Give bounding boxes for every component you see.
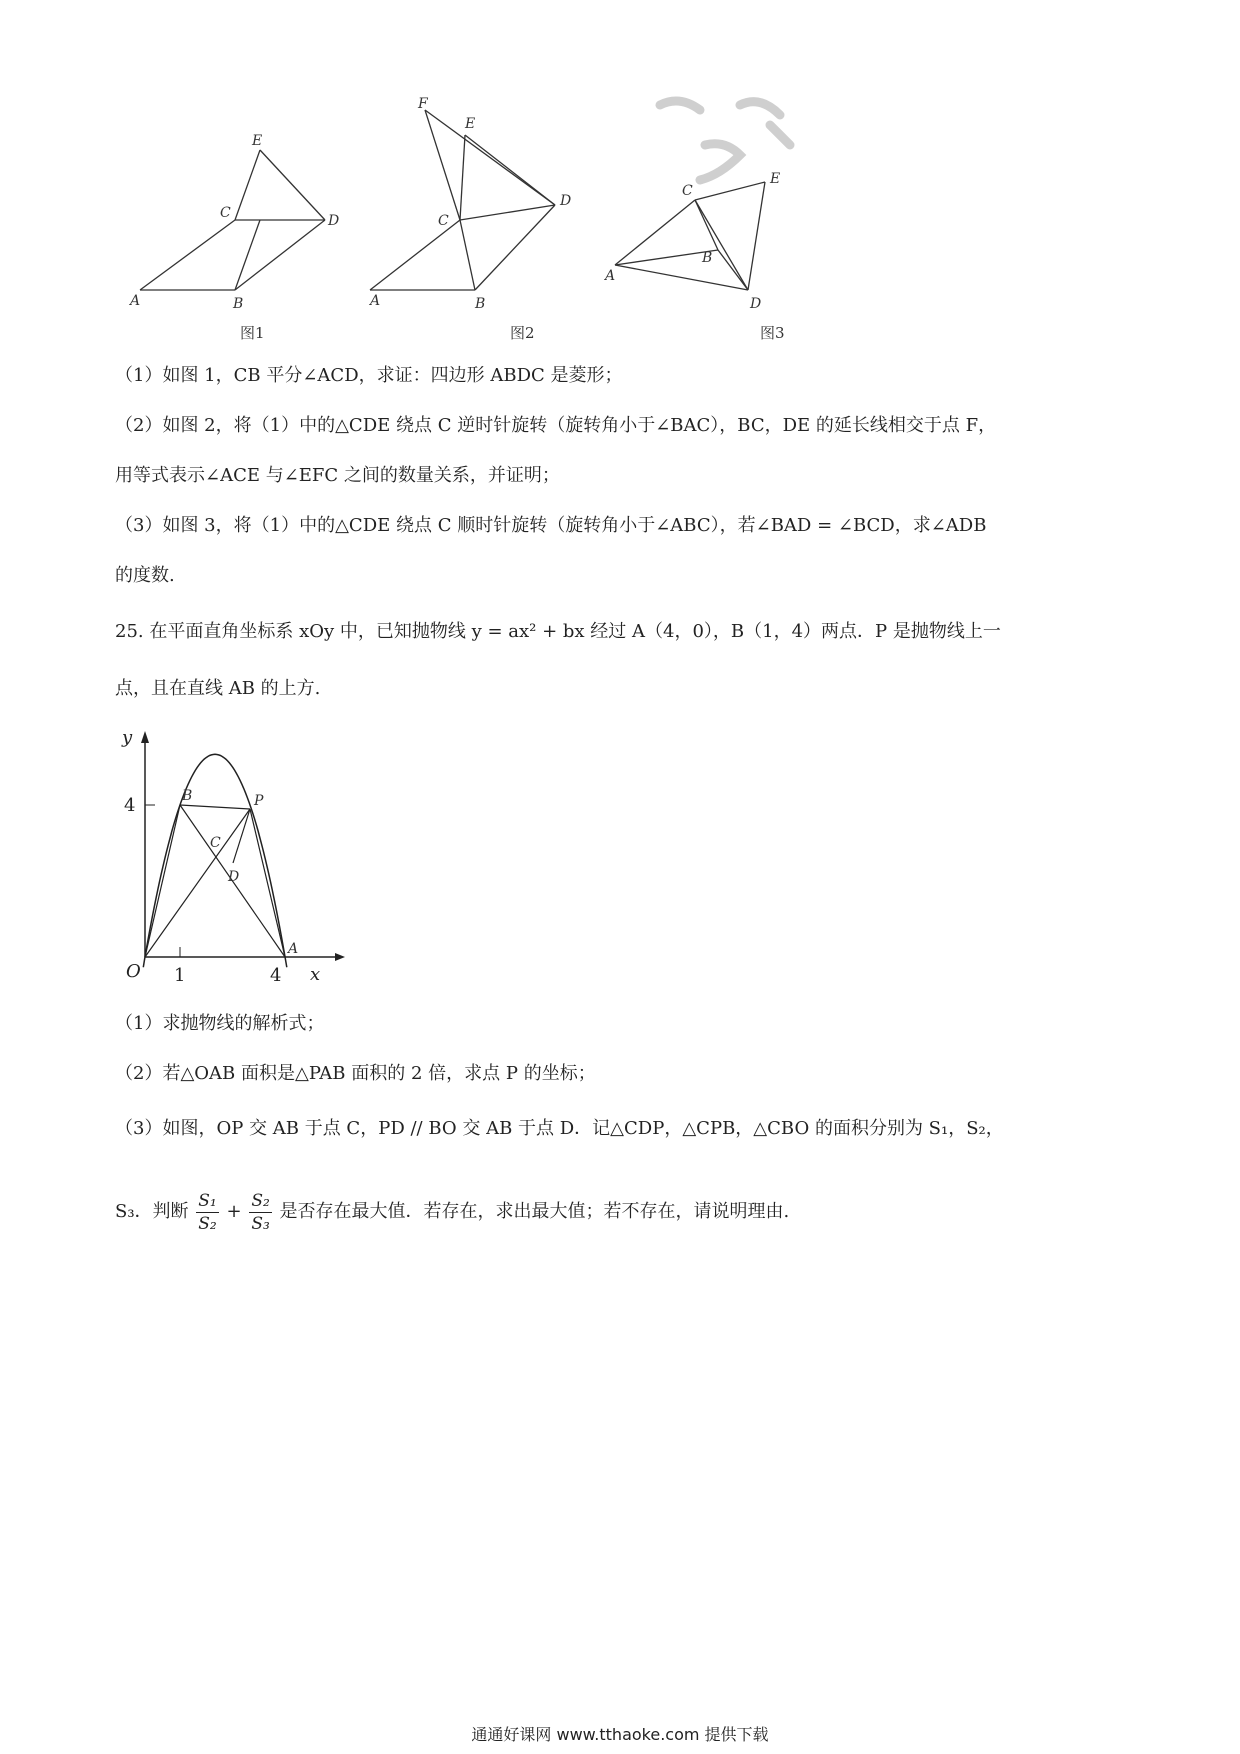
q25-part3-question: 是否存在最大值．若存在，求出最大值；若不存在，请说明理由. — [279, 1201, 790, 1222]
q25-part2: （2）若△OAB 面积是△PAB 面积的 2 倍，求点 P 的坐标； — [115, 1063, 596, 1084]
graph-point-C: C — [210, 835, 221, 851]
fig2-point-E: E — [465, 116, 476, 132]
q25-part3-cont — [115, 1182, 1135, 1242]
fig3-point-B: B — [702, 250, 713, 266]
figure-2 — [370, 110, 555, 290]
q24-part1: （1）如图 1，CB 平分∠ACD，求证：四边形 ABDC 是菱形； — [115, 365, 623, 386]
q24-part2: （2）如图 2，将（1）中的△CDE 绕点 C 逆时针旋转（旋转角小于∠BAC），BC，DE 的延长线相交于点 F， — [115, 415, 997, 436]
fig3-point-C: C — [682, 183, 693, 199]
graph-point-P: P — [254, 793, 264, 809]
fig2-point-F: F — [418, 96, 428, 112]
q25-part1: （1）求抛物线的解析式； — [115, 1013, 325, 1034]
fig1-point-C: C — [220, 205, 231, 221]
fig2-point-A: A — [370, 293, 381, 309]
fig1-caption: 图1 — [240, 324, 265, 342]
parabola-graph — [110, 725, 350, 995]
fig2-point-D: D — [560, 193, 572, 209]
graph-y-axis-label: y — [122, 727, 133, 748]
graph-x-tick-1: 1 — [174, 965, 186, 986]
q24-part2-cont: 用等式表示∠ACE 与∠EFC 之间的数量关系，并证明； — [115, 465, 560, 486]
figure-1 — [140, 150, 325, 290]
fig1-point-E: E — [252, 133, 263, 149]
q25-stem: 25. 在平面直角坐标系 xOy 中，已知抛物线 y = ax² + bx 经过 A（4，0），B（1，4）两点．P 是抛物线上一 — [115, 621, 1001, 642]
graph-point-D: D — [228, 869, 240, 885]
fig3-point-E: E — [770, 171, 781, 187]
graph-point-B: B — [182, 788, 193, 804]
graph-x-axis-label: x — [310, 964, 321, 985]
q25-part3-s3: S₃．判断 — [115, 1201, 189, 1222]
fig1-point-B: B — [233, 296, 244, 312]
graph-origin-label: O — [126, 961, 141, 982]
fig1-point-A: A — [130, 293, 141, 309]
fraction-s2-s3: $\frac{\text{S₂}}{\text{S₃}}$ — [251, 1190, 270, 1234]
fig3-point-D: D — [750, 296, 762, 312]
fig3-point-A: A — [605, 268, 616, 284]
fraction-s1-s2: $\frac{\text{S₁}}{\text{S₂}}$ — [198, 1190, 217, 1234]
graph-point-A: A — [288, 941, 299, 957]
q24-part3: （3）如图 3，将（1）中的△CDE 绕点 C 顺时针旋转（旋转角小于∠ABC），若∠BAD = ∠BCD，求∠ADB — [115, 515, 987, 536]
page-footer: 通通好课网 www.tthaoke.com 提供下载 — [471, 1725, 769, 1744]
q25-part3: （3）如图，OP 交 AB 于点 C，PD // BO 交 AB 于点 D．记△CDP，△CPB，△CBO 的面积分别为 S₁，S₂， — [115, 1118, 1004, 1139]
q24-part3-cont: 的度数. — [115, 565, 175, 586]
fig3-caption: 图3 — [760, 324, 785, 342]
q25-stem-cont: 点，且在直线 AB 的上方. — [115, 678, 321, 699]
geometry-figures — [120, 90, 920, 350]
plus-sign: + — [226, 1201, 242, 1222]
fig2-point-C: C — [438, 213, 449, 229]
fig2-caption: 图2 — [510, 324, 535, 342]
fig2-point-B: B — [475, 296, 486, 312]
graph-y-tick-4: 4 — [124, 795, 136, 816]
graph-x-tick-4: 4 — [270, 965, 282, 986]
fig1-point-D: D — [328, 213, 340, 229]
